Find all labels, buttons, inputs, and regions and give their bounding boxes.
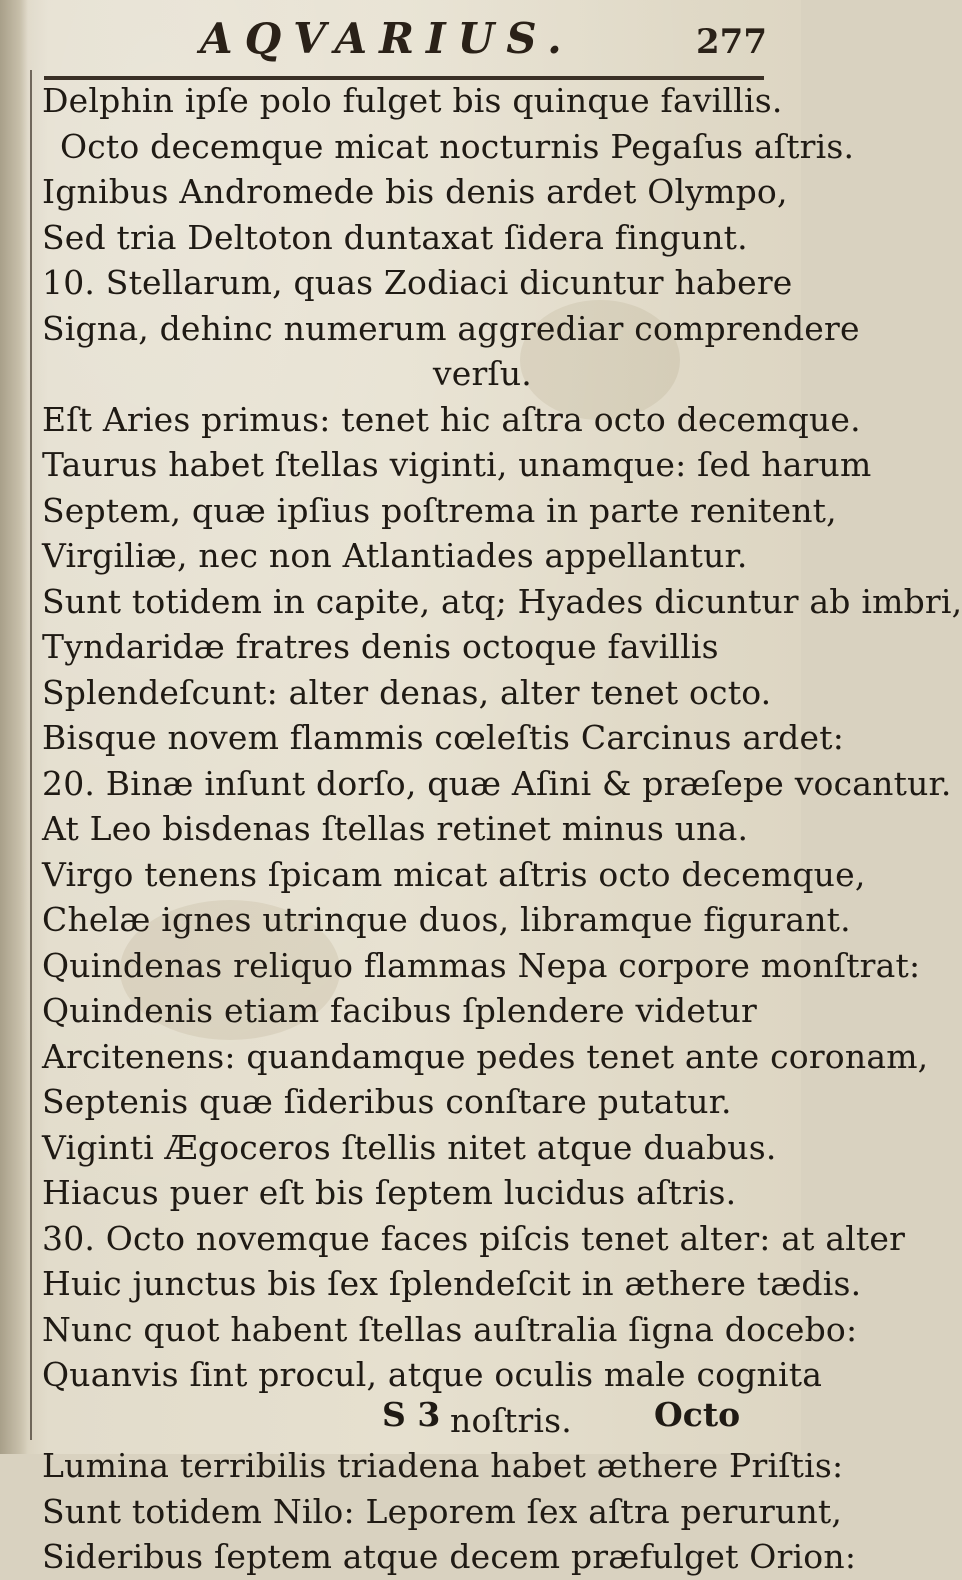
verse-line: Nunc quot habent ſtellas auſtralia ſigna docebo: [42, 1309, 858, 1349]
catchword: Octo [654, 1395, 741, 1434]
verse-line: Sed tria Deltoton duntaxat ſidera fingunt. [42, 217, 748, 257]
verse-line: Quanvis ſint procul, atque oculis male cognita [42, 1355, 823, 1394]
signature-mark: S 3 [382, 1395, 441, 1434]
verse-line: Lumina terribilis triadena habet æthere Priſtis: [42, 1446, 844, 1485]
verse-line: Delphin ipſe polo fulget bis quinque favillis. [42, 81, 783, 120]
verse-line: Tyndaridæ fratres denis octoque favillis [42, 627, 719, 666]
verse-line: Taurus habet ſtellas viginti, unamque: ſed harum [42, 445, 872, 484]
verse-list [42, 78, 962, 1580]
verse-line: Huic junctus bis ſex ſplendeſcit in æthere tædis. [42, 1264, 862, 1303]
verse-line: Septem, quæ ipſius poſtrema in parte renitent, [42, 490, 837, 530]
verse-line: Viginti Ægoceros ſtellis nitet atque duabus. [42, 1127, 777, 1167]
verse-line: verſu. [432, 354, 532, 393]
verse-line: At Leo bisdenas ſtellas retinet minus una. [42, 809, 749, 848]
verse-line: Quindenis etiam facibus ſplendere videtur [42, 991, 757, 1030]
verse-line: 20. Binæ inſunt dorſo, quæ Aſini & præſepe vocantur. [42, 763, 952, 803]
verse-line: Virgo tenens ſpicam micat aſtris octo decemque, [42, 854, 866, 894]
verse-line: Virgiliæ, nec non Atlantiades appellantur. [42, 536, 748, 575]
page-gutter [0, 0, 28, 1454]
verse-line: Eſt Aries primus: tenet hic aſtra octo decemque. [42, 399, 861, 439]
verse-line: Quindenas reliquo flammas Nepa corpore monſtrat: [42, 945, 921, 985]
verse-line: Sideribus ſeptem atque decem præfulget Orion: [42, 1537, 857, 1576]
verse-line: Octo decemque micat nocturnis Pegaſus aſtris. [60, 126, 855, 166]
verse-line: Hiacus puer eſt bis ſeptem lucidus aſtris. [42, 1173, 737, 1212]
verse-line: noſtris. [450, 1400, 572, 1440]
verse-line: Ignibus Andromede bis denis ardet Olympo, [42, 172, 788, 211]
margin-rule [30, 70, 32, 1440]
page-footer [42, 1392, 782, 1438]
page-number: 277 [696, 22, 767, 62]
verse-line: Sunt totidem Nilo: Leporem ſex aſtra perurunt, [42, 1491, 843, 1531]
verse-line: 30. Octo novemque faces piſcis tenet alter: at alter [42, 1218, 906, 1258]
running-head: AQVARIUS. [200, 14, 574, 63]
verse-line: Splendeſcunt: alter denas, alter tenet octo. [42, 672, 772, 712]
verse-line: Bisque novem flammis cœleſtis Carcinus ardet: [42, 718, 845, 757]
verse-line: Chelæ ignes utrinque duos, libramque figurant. [42, 900, 851, 939]
page-header [0, 10, 801, 63]
verse-line: 10. Stellarum, quas Zodiaci dicuntur habere [42, 263, 793, 302]
verse-line: Signa, dehinc numerum aggrediar comprendere [42, 308, 860, 348]
verse-line: Sunt totidem in capite, atq; Hyades dicuntur ab imbri, [42, 581, 962, 621]
verse-line: Septenis quæ ſideribus conſtare putatur. [42, 1082, 732, 1121]
verse-line: Arcitenens: quandamque pedes tenet ante coronam, [42, 1036, 929, 1076]
